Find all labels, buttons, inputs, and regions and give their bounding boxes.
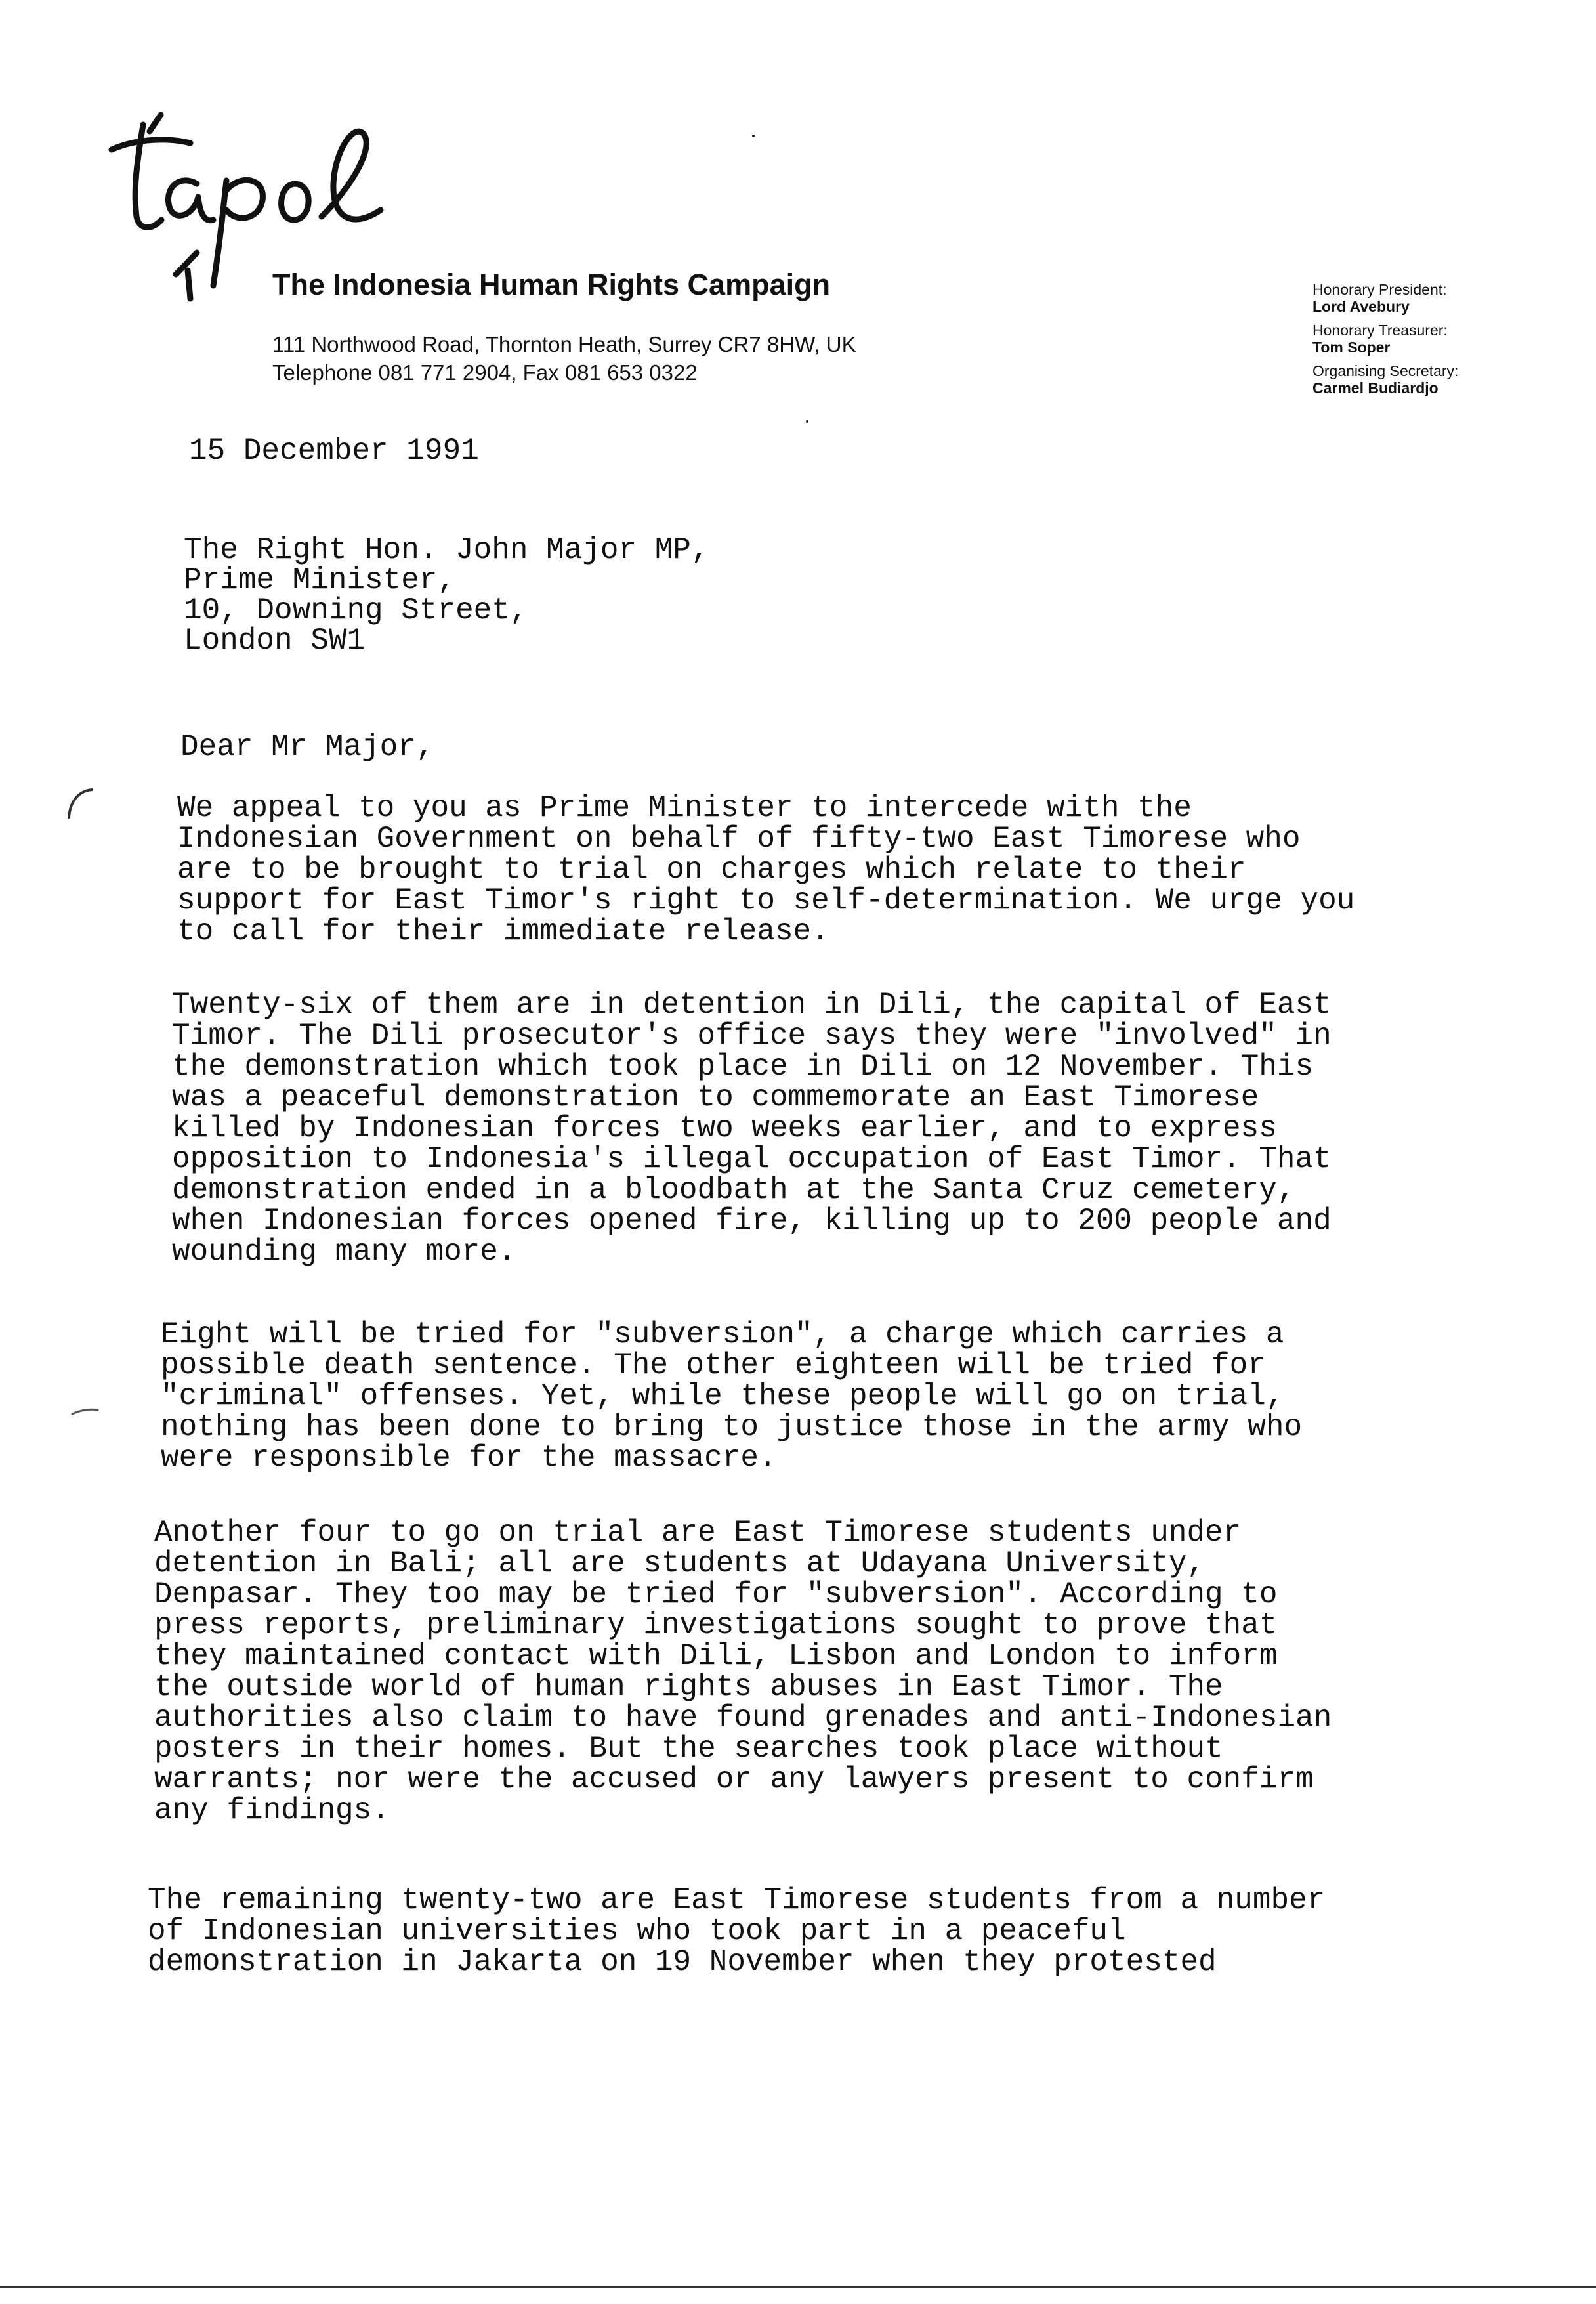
text-line: are to be brought to trial on charges which relate to their (177, 853, 1246, 887)
text-line: opposition to Indonesia's illegal occupation of East Timor. That (172, 1142, 1332, 1176)
text-line: Eight will be tried for "subversion", a charge which carries a (161, 1317, 1284, 1352)
recipient-line: Prime Minister, (184, 563, 456, 597)
text-line: of Indonesian universities who took part in a peaceful (148, 1914, 1126, 1948)
text-line: wounding many more. (172, 1235, 516, 1269)
text-line: posters in their homes. But the searches took place without (154, 1732, 1223, 1766)
telephone-line: Telephone 081 771 2904, Fax 081 653 0322 (272, 360, 698, 385)
text-line: press reports, preliminary investigations sought to prove that (154, 1608, 1278, 1642)
recipient-address (184, 535, 709, 656)
text-line: We appeal to you as Prime Minister to intercede with the (177, 791, 1192, 825)
paragraph-4 (154, 1518, 1332, 1826)
text-line: Denpasar. They too may be tried for "subversion". According to (154, 1577, 1278, 1611)
text-line: Timor. The Dili prosecutor's office says they were "involved" in (172, 1019, 1332, 1053)
text-line: was a peaceful demonstration to commemorate an East Timorese (172, 1080, 1259, 1115)
text-line: they maintained contact with Dili, Lisbon and London to inform (154, 1639, 1278, 1673)
text-line: demonstration ended in a bloodbath at the Santa Cruz cemetery, (172, 1173, 1295, 1207)
officers-list (1312, 281, 1458, 403)
officer-role: Honorary President: (1312, 281, 1447, 298)
salutation: Dear Mr Major, (180, 730, 434, 764)
text-line: possible death sentence. The other eighteen will be tried for (161, 1348, 1266, 1382)
recipient-line: The Right Hon. John Major MP, (184, 533, 709, 567)
organization-name: The Indonesia Human Rights Campaign (272, 268, 831, 301)
text-line: detention in Bali; all are students at Udayana University, (154, 1547, 1206, 1581)
paragraph-2 (172, 990, 1332, 1268)
officer-name: Lord Avebury (1312, 298, 1410, 315)
text-line: authorities also claim to have found grenades and anti-Indonesian (154, 1701, 1332, 1735)
text-line: support for East Timor's right to self-determination. We urge you (177, 884, 1355, 918)
scan-speck (752, 135, 755, 137)
text-line: Indonesian Government on behalf of fifty-two East Timorese who (177, 822, 1301, 856)
text-line: nothing has been done to bring to justice those in the army who (161, 1410, 1303, 1444)
paragraph-3 (161, 1319, 1302, 1474)
text-line: demonstration in Jakarta on 19 November when they protested (148, 1945, 1217, 1979)
scan-speck (806, 420, 808, 423)
paragraph-1 (177, 793, 1354, 947)
margin-dash-mark (69, 1405, 102, 1418)
text-line: were responsible for the massacre. (161, 1441, 777, 1475)
officer-role: Honorary Treasurer: (1312, 322, 1448, 339)
officer-role: Organising Secretary: (1312, 362, 1459, 379)
officer-name: Carmel Budiardjo (1312, 379, 1438, 396)
text-line: killed by Indonesian forces two weeks earlier, and to express (172, 1111, 1277, 1145)
paragraph-5 (148, 1885, 1325, 1978)
text-line: warrants; nor were the accused or any lawyers present to confirm (154, 1762, 1314, 1797)
letter-date: 15 December 1991 (189, 434, 479, 468)
text-line: Another four to go on trial are East Timorese students under (154, 1516, 1242, 1550)
recipient-line: 10, Downing Street, (184, 593, 528, 628)
text-line: when Indonesian forces opened fire, killing up to 200 people and (172, 1204, 1332, 1238)
organization-address (272, 330, 856, 387)
officer-name: Tom Soper (1312, 339, 1391, 356)
recipient-line: London SW1 (184, 624, 366, 658)
text-line: The remaining twenty-two are East Timorese students from a number (148, 1883, 1326, 1917)
text-line: to call for their immediate release. (177, 914, 830, 949)
text-line: the demonstration which took place in Dili on 12 November. This (172, 1050, 1314, 1084)
address-line: 111 Northwood Road, Thornton Heath, Surrey CR7 8HW, UK (272, 332, 856, 356)
text-line: "criminal" offenses. Yet, while these people will go on trial, (161, 1379, 1284, 1413)
text-line: the outside world of human rights abuses in East Timor. The (154, 1670, 1223, 1704)
margin-bracket-mark (62, 784, 102, 824)
text-line: any findings. (154, 1793, 390, 1827)
text-line: Twenty-six of them are in detention in Dili, the capital of East (172, 988, 1332, 1022)
bottom-scan-edge (0, 2286, 1596, 2288)
